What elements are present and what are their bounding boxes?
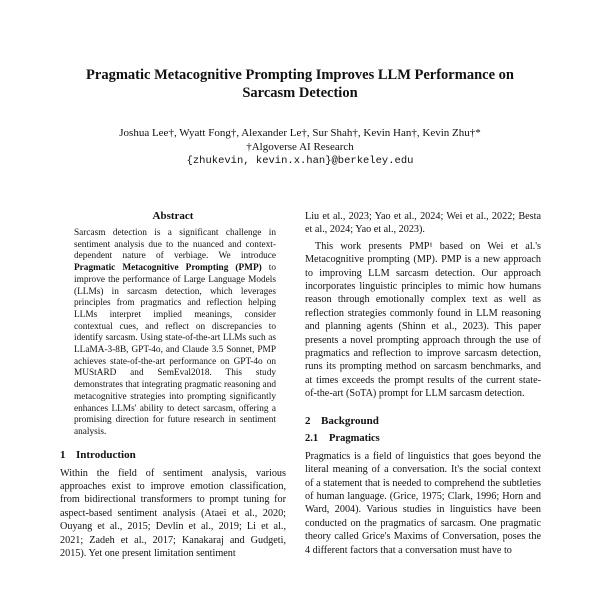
related-work-continuation: Liu et al., 2023; Yao et al., 2024; Wei et al., 2022; Besta et al., 2024; Yao et al., 2023). <box>305 211 541 236</box>
left-column <box>60 210 286 561</box>
section-number: 1 <box>60 448 66 461</box>
affiliation: †Algoverse AI Research <box>246 141 354 153</box>
introduction-text: Within the field of sentiment analysis, various approaches exist to improve emotion classification, from bidirectional transformers to prompt tuning for aspect-based sentiment analysis (Ataei et al., 2020; Ouyang et al., 2015; Devlin et al., 2019; Li et al., 2021; Zadeh et al., 2017; Kanakaraj and Gudgeti, 2015). Yet one present limitation sentiment <box>60 467 286 560</box>
introduction-heading <box>60 449 286 461</box>
section-number: 2 <box>305 414 311 427</box>
authors-line: Joshua Lee†, Wyatt Fong†, Alexander Le†, Sur Shah†, Kevin Han†, Kevin Zhu†* <box>119 127 481 139</box>
abstract-heading: Abstract <box>152 210 194 222</box>
section-title: Introduction <box>76 448 136 461</box>
abstract-text-part2: to improve the performance of Large Language Models (LLMs) in sarcasm detection, which leverages principles from pragmatics and reflection helping LLMs interpret implied meanings, consider contextual cues, and reflect on discrepancies to identify sarcasm. Using state-of-the-art LLMs such as LLaMA-3-8B, GPT-4o, and Claude 3.5 Sonnet, PMP achieves state-of-the-art performance on GPT-4o on MUStARD and SemEval2018. This study demonstrates that integrating pragmatic reasoning and metacognitive strategies into prompting significantly enhances LLMs' ability to detect sarcasm, offering a promising direction for future research in sentiment analysis. <box>74 263 276 437</box>
pragmatics-text: Pragmatics is a field of linguistics that goes beyond the literal meaning of a conversation. It's the social context of a statement that is needed to comprehend the subtleties of human language. (Grice, 1975; Clark, 1996; Horn and Ward, 2004). Various studies in linguistics have been conducted on the pragmatics of sarcasm. One pragmatic theory called Grice's Maxims of Conversation, poses the 4 different factors that a conversation must have to <box>305 450 541 556</box>
background-heading <box>305 415 541 427</box>
abstract-text-part1: Sarcasm detection is a significant challenge in sentiment analysis due to the nuanced and context-dependent nature of verbiage. We introduce <box>74 228 276 262</box>
pragmatics-heading <box>305 433 541 444</box>
right-column <box>305 210 541 557</box>
author-email: {zhukevin, kevin.x.han}@berkeley.edu <box>186 155 414 167</box>
section-title: Background <box>321 414 379 427</box>
work-paragraph: This work presents PMP¹ based on Wei et al.'s Metacognitive prompting (MP). PMP is a new approach to improving LLM sarcasm detection. Our approach incorporates linguistic principles to mimic how humans reason through emotionally complex text as well as reflection strategies commonly found in LLM reasoning and planning agents (Shinn et al., 2023). This paper presents a novel prompting approach through the use of pragmatics and reflection to improve sarcasm detection, runs its prompting method on sarcasm benchmarks, and at times exceeds the prompt results of the current state-of-the-art (SoTA) prompt for LLM sarcasm detection. <box>305 240 541 400</box>
abstract-text-bold: Pragmatic Metacognitive Prompting (PMP) <box>74 263 262 274</box>
subsection-title: Pragmatics <box>329 432 380 444</box>
paper-title: Pragmatic Metacognitive Prompting Improves LLM Performance on Sarcasm Detection <box>86 67 514 101</box>
subsection-number: 2.1 <box>305 432 319 444</box>
author-block <box>40 126 560 168</box>
abstract-text <box>74 228 276 439</box>
